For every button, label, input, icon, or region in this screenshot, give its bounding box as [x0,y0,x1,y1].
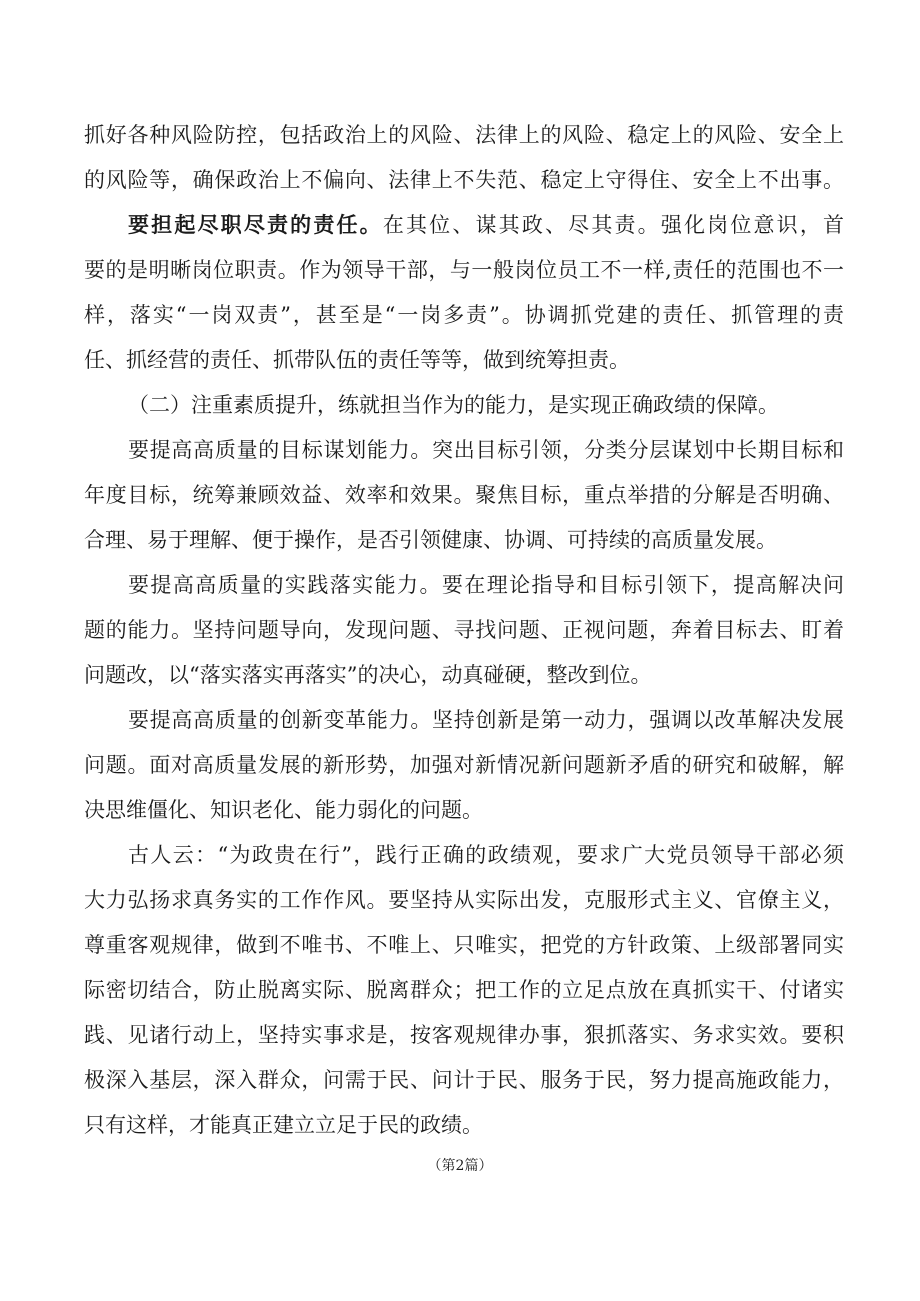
text-line: 践、见诸行动上，坚持实事求是，按客观规律办事，狠抓落实、务求实效。要积 [84,1023,844,1047]
text-line: 年度目标，统筹兼顾效益、效率和效果。聚焦目标，重点举措的分解是否明确、 [84,483,844,507]
text-line: 古人云：“为政贵在行”，践行正确的政绩观，要求广大党员领导干部必须 [128,843,844,867]
text-line: 问题改，以“落实落实再落实”的决心，动真碰硬，整改到位。 [84,663,652,687]
paragraph-first-line [128,210,844,240]
text-line: 要的是明晰岗位职责。作为领导干部，与一般岗位员工不一样,责任的范围也不一 [84,258,844,282]
text-line: 尊重客观规律，做到不唯书、不唯上、只唯实，把党的方针政策、上级部署同实 [84,933,844,957]
text-line: 合理、易于理解、便于操作，是否引领健康、协调、可持续的高质量发展。 [84,528,777,552]
text-line: 问题。面对高质量发展的新形势，加强对新情况新问题新矛盾的研究和破解，解 [84,753,844,777]
text-line: 际密切结合，防止脱离实际、脱离群众；把工作的立足点放在真抓实干、付诸实 [84,978,844,1002]
text-line: 大力弘扬求真务实的工作作风。要坚持从实际出发，克服形式主义、官僚主义， [84,888,844,912]
text-run: 在其位、谋其政、尽其责。强化岗位意识，首 [382,213,844,237]
text-line: 决思维僵化、知识老化、能力弱化的问题。 [84,798,483,822]
section-heading: （二）注重素质提升，练就担当作为的能力，是实现正确政绩的保障。 [128,393,779,417]
text-line: 任、抓经营的责任、抓带队伍的责任等等，做到统筹担责。 [84,348,630,372]
bold-heading: 要担起尽职尽责的责任。 [128,213,383,237]
page-footer: （第2篇） [427,1158,493,1174]
text-line: 题的能力。坚持问题导向，发现问题、寻找问题、正视问题，奔着目标去、盯着 [84,618,844,642]
text-line: 样，落实“一岗双责”，甚至是“一岗多责”。协调抓党建的责任、抓管理的责 [84,303,844,327]
text-line: 只有这样，才能真正建立立足于民的政绩。 [84,1113,483,1137]
text-line: 要提高高质量的实践落实能力。要在理论指导和目标引领下，提高解决问 [128,573,844,597]
text-line: 极深入基层，深入群众，问需于民、问计于民、服务于民，努力提高施政能力， [84,1068,844,1092]
text-line: 的风险等，确保政治上不偏向、法律上不失范、稳定上守得住、安全上不出事。 [84,168,844,192]
text-line: 要提高高质量的目标谋划能力。突出目标引领，分类分层谋划中长期目标和 [128,438,844,462]
text-line: 抓好各种风险防控，包括政治上的风险、法律上的风险、稳定上的风险、安全上 [84,123,844,147]
text-line: 要提高高质量的创新变革能力。坚持创新是第一动力，强调以改革解决发展 [128,708,844,732]
